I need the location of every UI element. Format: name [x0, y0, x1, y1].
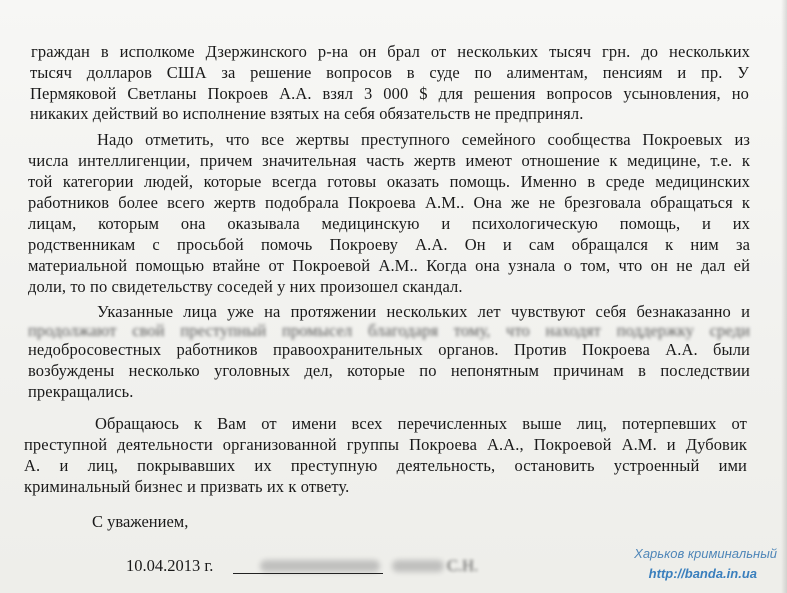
text-line: граждан в исполкоме Дзержинского р-на он брал от нескольких тысяч грн. до нескольких	[31, 42, 750, 61]
watermark-url[interactable]: http://banda.in.ua	[648, 566, 757, 581]
text-line: той категории людей, которые всегда готовы оказать помощь. Именно в среде медицинских	[28, 172, 750, 191]
text-line: Пермяковой Светланы Покроев А.А. взял 3 000 $ для решения вопросов усыновления, но	[30, 84, 749, 103]
text-line: родственникам с просьбой помочь Покроеву А.А. Он и сам обращался к ним за	[28, 235, 750, 254]
text-line: работников более всего жертв подобрала Покроева А.М.. Она же не брезговала обращаться к	[28, 193, 750, 212]
text-line: криминальный бизнес и призвать их к ответу.	[24, 477, 350, 496]
text-line: доли, то по свидетельству соседей у них произошел скандал.	[28, 277, 463, 296]
closing-phrase: С уважением,	[92, 512, 189, 531]
text-line: Обращаюсь к Вам от имени всех перечисленных выше лиц, потерпевших от	[95, 414, 747, 433]
watermark-title: Харьков криминальный	[634, 546, 777, 561]
text-line: лицам, которым она оказывала медицинскую и психологическую помощь, и их	[28, 214, 750, 233]
page-shadow	[781, 0, 787, 593]
blurred-text-line: продолжают свой преступный промысел благодаря тому, что находят поддержку среди	[28, 321, 750, 340]
redacted-name	[392, 560, 444, 572]
text-line: материальной помощью втайне от Покроевой А.М.. Когда она узнала о том, что он не дал ей	[28, 256, 750, 275]
text-line: Надо отметить, что все жертвы преступного семейного сообщества Покроевых из	[97, 130, 750, 149]
letter-date: 10.04.2013 г.	[126, 556, 214, 575]
text-line: числа интеллигенции, причем значительная часть жертв имеют отношение к медицине, т.е. к	[28, 151, 750, 170]
signature-initials: С.Н.	[447, 556, 479, 575]
redacted-signature	[260, 560, 380, 572]
signature-line	[233, 573, 383, 574]
text-line: недобросовестных работников правоохранительных органов. Против Покроева А.А. были	[28, 340, 750, 359]
text-line: преступной деятельности организованной группы Покроева А.А., Покроевой А.М. и Дубовик	[24, 435, 747, 454]
text-line: никаких действий во исполнение взятых на себя обязательств не предпринял.	[30, 104, 584, 123]
text-line: возбуждены несколько уголовных дел, которые по непонятным причинам в последствии	[28, 361, 750, 380]
text-line: тысяч долларов США за решение вопросов в суде по алиментам, пенсиям и пр. У	[30, 63, 749, 82]
text-line: прекращались.	[28, 382, 134, 401]
text-line: Указанные лица уже на протяжении нескольких лет чувствуют себя безнаказанно и	[97, 302, 750, 321]
text-line: А. и лиц, покрывавших их преступную деятельность, остановить устроенный ими	[24, 456, 747, 475]
